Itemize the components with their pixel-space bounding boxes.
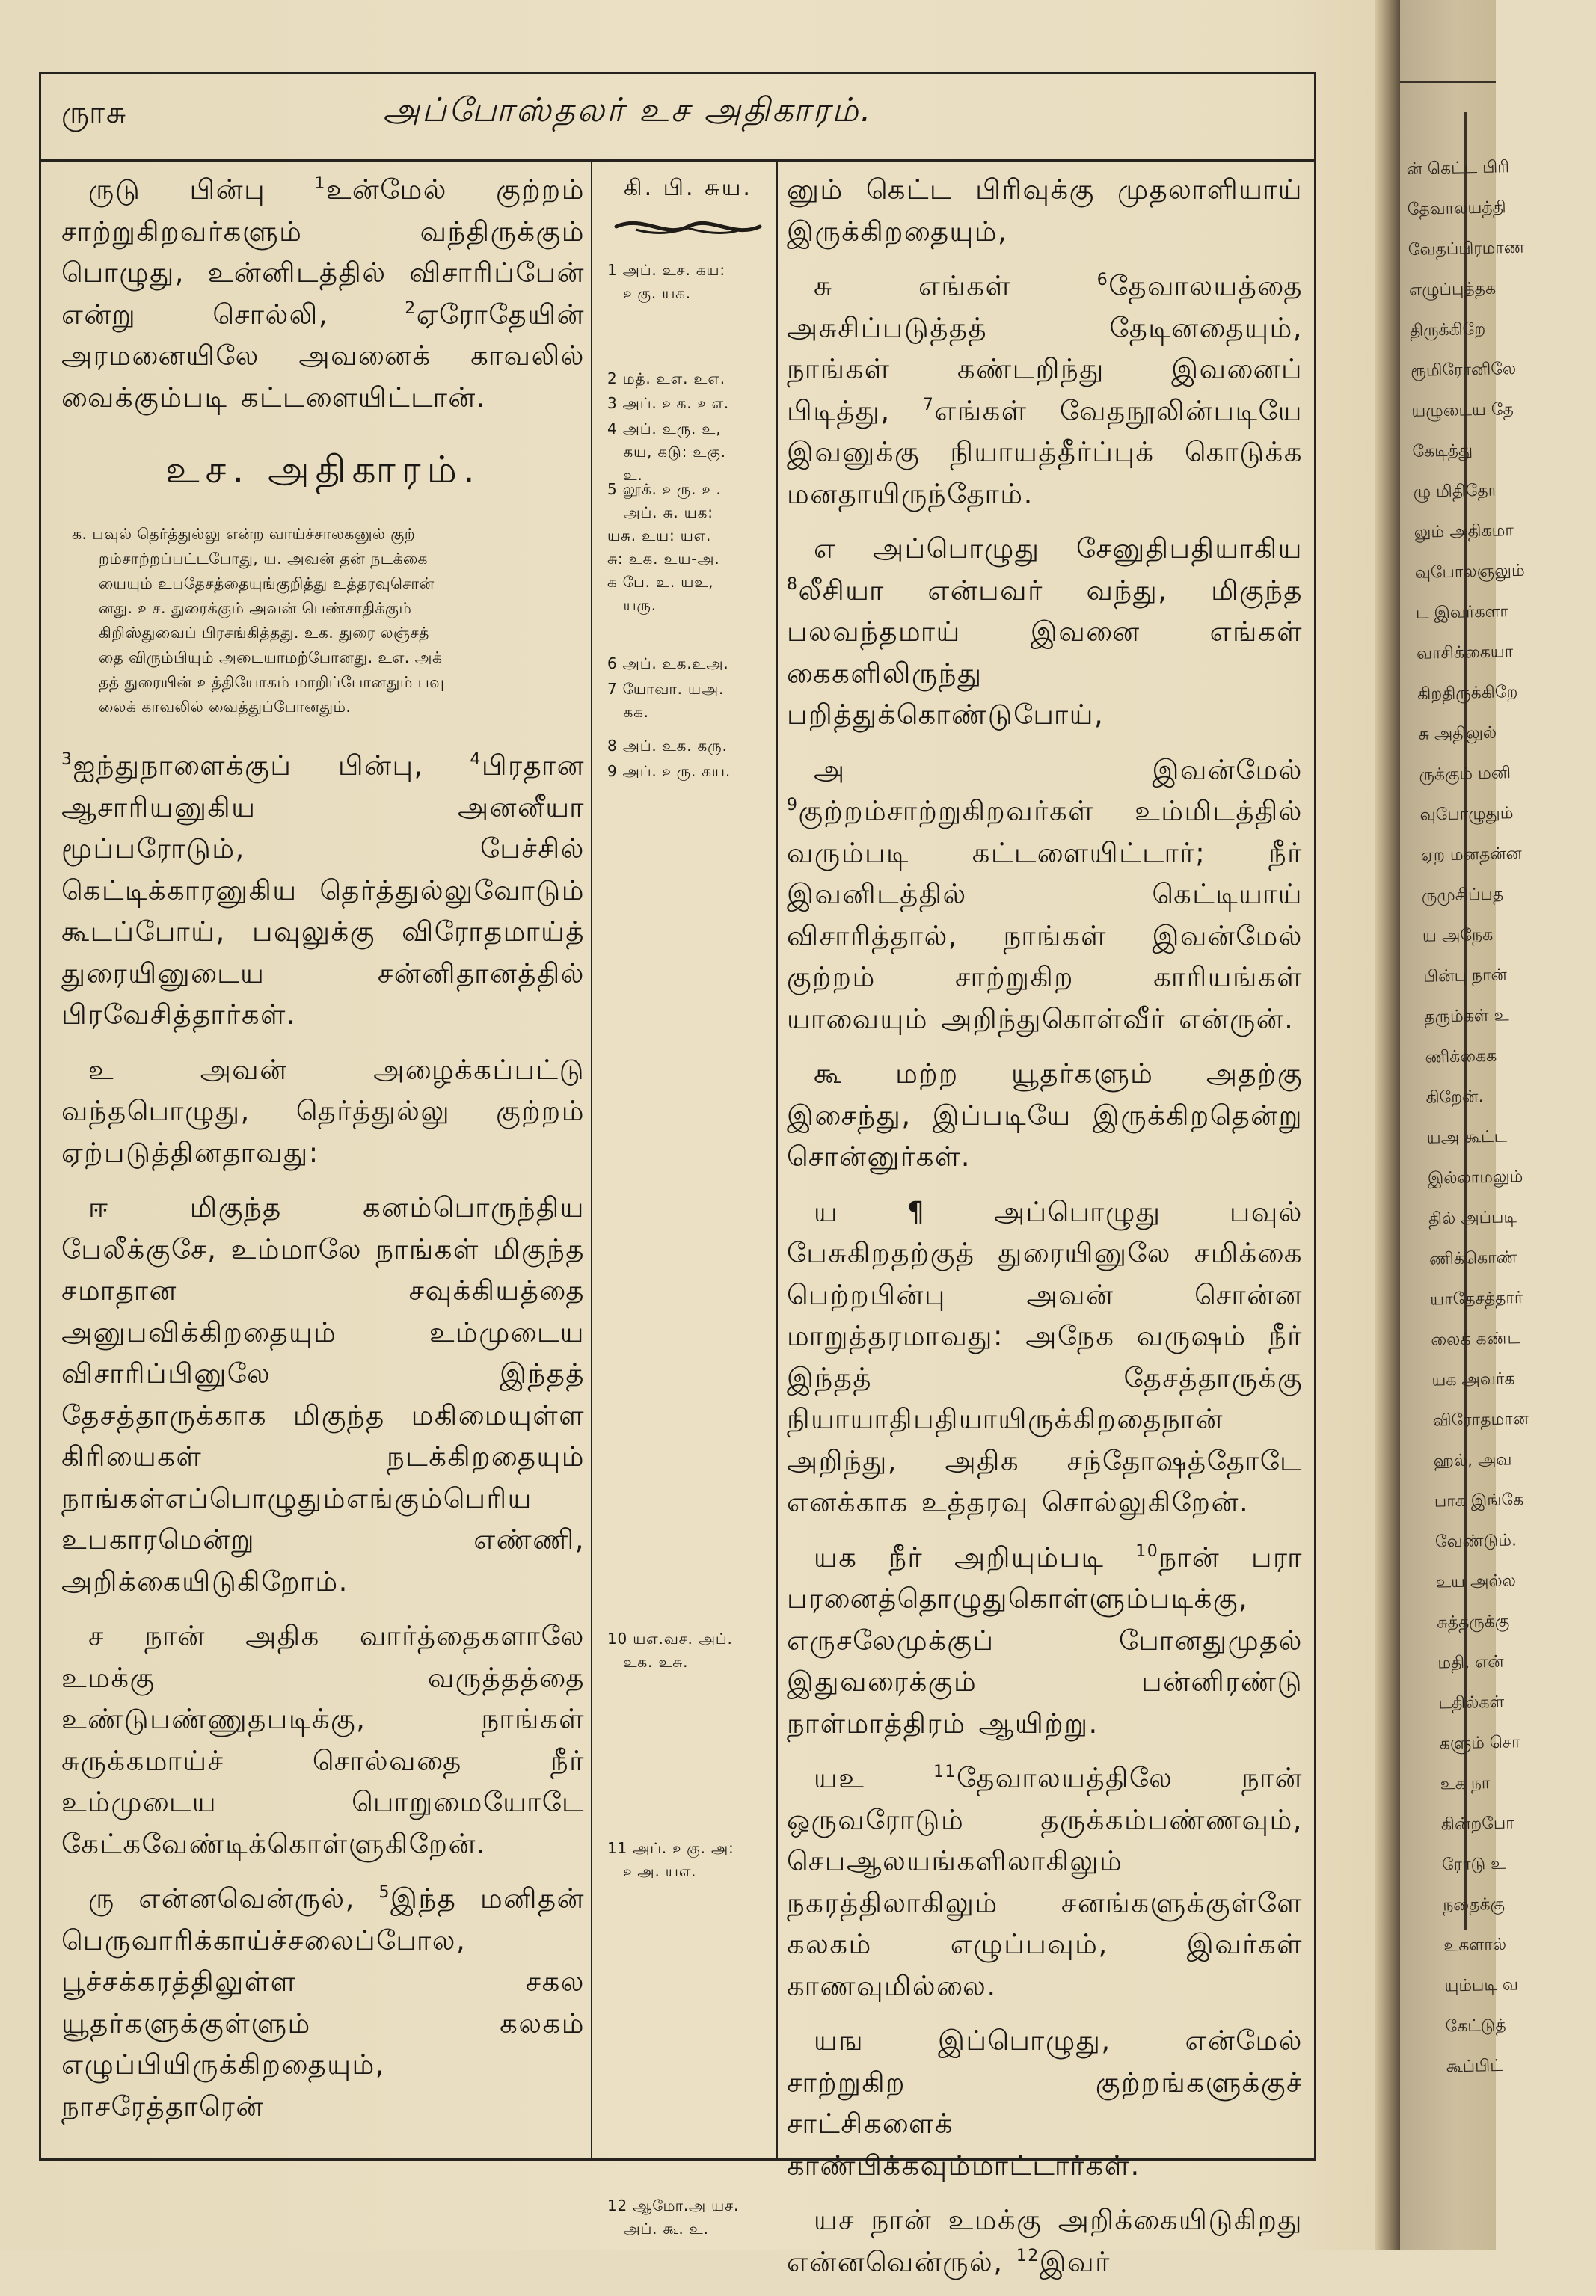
verse-text: தேவாலயத்தை அசுசிப்படுத்தத் தேடினதையும், நாங்கள் கண்டறிந்து இவனைப் பிடித்து,	[787, 270, 1303, 427]
facing-page-line: நதைக்கு	[1442, 1894, 1506, 1915]
facing-page-line: வேண்டும்.	[1434, 1531, 1517, 1552]
facing-page-line: தில் அப்படி	[1428, 1208, 1517, 1229]
facing-page-line: ருமுசிப்பத	[1421, 885, 1504, 906]
running-title: அப்போஸ்தலர் உச அதிகாரம்.	[383, 91, 874, 129]
verse-reference-marker: 5	[378, 1883, 391, 1902]
verse-text: ச நான் அதிக வார்த்தைகளாலே உமக்கு வருத்தத்தை உண்டுபண்ணுதபடிக்கு, நாங்கள் சுருக்கமாய்ச் சொல்வதை நீர் உம்முடைய பொறுமையோடே கேட்கவேண்டிக்கொள்ளுகிறேன்.	[61, 1620, 585, 1860]
facing-page-line: ன் கெட்ட பிரி	[1406, 158, 1510, 179]
facing-page-line: வாசிக்கையா	[1416, 642, 1514, 663]
cross-reference: 6 அப். உக.உஅ.	[607, 654, 729, 672]
column-rule-left	[591, 162, 592, 2158]
facing-page-line: வேதப்பிரமாண	[1408, 238, 1526, 260]
facing-page-line: கிறதிருக்கிறே	[1417, 683, 1518, 704]
facing-page-line: ருக்கும் மனி	[1419, 764, 1511, 785]
verse-reference-marker: 10	[1135, 1541, 1159, 1561]
facing-page-header-rule	[1400, 81, 1496, 83]
verse-paragraph	[787, 2200, 1303, 2283]
verse-reference-marker: 7	[922, 395, 935, 414]
facing-page-line: ரோடு உ	[1441, 1854, 1506, 1875]
left-paragraphs	[61, 745, 585, 2127]
verse-paragraph	[787, 265, 1303, 515]
verse-text: ய ¶ அப்பொழுது பவுல் பேசுகிறதற்குத் துரையினுலே சமிக்கை பெற்றபின்பு அவன் சொன்ன மாறுத்தரமாவது: அநேக வருஷம் நீர் இந்தத் தேசத்தாருக்கு நியாயாதிபதியாயிருக்கிறதைநான் அறிந்து, அதிக சந்தோஷத்தோடே எனக்காக உத்தரவு சொல்லுகிறேன்.	[787, 1195, 1303, 1518]
verse-reference-marker: 3	[61, 750, 73, 769]
facing-page-line: தேவாலயத்தி	[1407, 198, 1506, 219]
references-heading: கி. பி. சுய.	[624, 175, 752, 201]
facing-page-line: உகளால்	[1443, 1935, 1507, 1956]
verse-paragraph	[61, 1615, 585, 1864]
top-rule	[39, 72, 1316, 74]
verse-text: அ இவன்மேல்	[814, 753, 1303, 786]
facing-page-line: ஏற மனதன்ன	[1420, 844, 1523, 865]
verse-paragraph	[787, 2020, 1303, 2186]
facing-page-line: திருக்கிறே	[1409, 319, 1486, 340]
right-paragraphs	[787, 169, 1303, 2283]
verse-text: யங இப்பொழுது, என்மேல் சாற்றுகிற குற்றங்களுக்குச் சாட்சிகளைக் காண்பிக்கவும்மாட்டார்கள்.	[787, 2025, 1303, 2182]
verse-text: உ அவன் அழைக்கப்பட்டு வந்தபொழுது, தெர்த்துல்லு குற்றம் ஏற்படுத்தினதாவது:	[61, 1053, 585, 1169]
verse-paragraph	[787, 1053, 1303, 1178]
verse-reference-marker: 2	[405, 298, 417, 318]
facing-page-line: யும்படி வ	[1444, 1975, 1519, 1996]
facing-page-line: யஅ கூட்ட	[1426, 1127, 1508, 1148]
flourish-ornament	[613, 210, 763, 243]
summary-line: க. பவுல் தெர்த்துல்லு என்ற வாய்ச்சாலகனுல் குற்	[72, 525, 416, 543]
facing-page-line: ணிக்கொண்	[1428, 1248, 1517, 1269]
facing-page-line: லும் அதிகமா	[1414, 521, 1514, 542]
facing-page-line: டதில்கள்	[1438, 1692, 1505, 1713]
verse-text: ஐந்துநாளைக்குப் பின்பு,	[73, 749, 470, 782]
verse-paragraph	[787, 1758, 1303, 2007]
verse-text: சு எங்கள்	[814, 270, 1097, 302]
verse-text: ருடு பின்பு	[88, 174, 315, 206]
verse-text: எங்கள் வேதநூலின்படியே இவனுக்கு நியாயத்தீர்ப்புக் கொடுக்க மனதாயிருந்தோம்.	[787, 394, 1304, 510]
page-number: ருாசு	[61, 96, 128, 130]
facing-page-line: ரூமிரோனிலே	[1410, 359, 1517, 381]
verse-text: னும் கெட்ட பிரிவுக்கு முதலாளியாய் இருக்கிறதையும்,	[787, 174, 1303, 248]
verse-text: யஉ	[814, 1762, 933, 1794]
facing-page-line: உய அல்ல	[1435, 1571, 1517, 1592]
verse-text: இவர்	[1039, 2245, 1111, 2278]
facing-page-line: கேடித்து	[1412, 441, 1473, 461]
facing-page-line: ழு மிதிதோ	[1413, 481, 1497, 502]
chapter-heading: உச. அதிகாரம்.	[165, 448, 481, 491]
verse-paragraph	[61, 1049, 585, 1174]
verse-reference-marker: 8	[787, 574, 799, 594]
facing-page-line: உக நா	[1440, 1774, 1491, 1794]
intro-paragraph	[61, 169, 585, 418]
cross-reference: 7 யோவா. யஅ. கக.	[607, 680, 725, 721]
verse-text: ஈ மிகுந்த கனம்பொருந்திய பேலீக்குசே, உம்மாலே நாங்கள் மிகுந்த சமாதான சவுக்கியத்தை அனுபவிக்கிறதையும் உம்முடைய விசாரிப்பினுலே இந்தத் தேசத்தாருக்காக மிகுந்த மகிமையுள்ள கிரியைகள் நடக்கிறதையும் நாங்கள்எப்பொழுதும்எங்கும்பெரிய உபகாரமென்று எண்ணி, அறிக்கையிடுகிறோம்.	[61, 1191, 585, 1597]
summary-line: யையும் உபதேசத்தையுங்குறித்து உத்தரவுசொன்	[99, 574, 435, 592]
verse-text: நான் பரா பரனைத்தொழுதுகொள்ளும்படிக்கு, எருசலேமுக்குப் போனதுமுதல் இதுவரைக்கும் பன்னிரண்டு நாள்மாத்திரம் ஆயிற்று.	[787, 1541, 1303, 1740]
cross-reference: 10 யஎ.வச. அப். உக. உசு.	[607, 1630, 733, 1671]
facing-page-line: லைக் கண்ட	[1431, 1329, 1521, 1350]
verse-text: பிரதான ஆசாரியனுகிய அனனீயா மூப்பரோடும், பேச்சில் கெட்டிக்காரனுகிய தெர்த்துல்லுவோடும் கூடப்போய், பவுலுக்கு விரோதமாய்த் துரையினுடைய சன்னிதானத்தில் பிரவேசித்தார்கள்.	[61, 749, 585, 1031]
cross-reference: 1 அப். உச. கய: உகு. யக.	[607, 261, 725, 302]
verse-text: எ அப்பொழுது சேனுதிபதியாகிய	[814, 532, 1303, 565]
cross-reference-column	[601, 169, 775, 2238]
column-rule-right	[776, 162, 778, 2158]
facing-page-line: கேட்டுத்	[1445, 2016, 1506, 2036]
printed-page	[39, 72, 1316, 2278]
right-rule	[1314, 72, 1316, 2161]
verse-paragraph	[787, 169, 1303, 252]
cross-reference: 11 அப். உகு. அ: உஅ. யஎ.	[607, 1839, 734, 1880]
verse-paragraph	[787, 528, 1303, 736]
facing-page-line: ணிக்கைக	[1425, 1046, 1497, 1067]
verse-text: குற்றம்சாற்றுகிறவர்கள் உம்மிடத்தில் வரும்படி கட்டளையிட்டார்; நீர் இவனிடத்தில் கெட்டியாய் விசாரித்தால், நாங்கள் இவன்மேல் குற்றம் சாற்றுகிற காரியங்கள் யாவையும் அறிந்துகொள்வீர் என்ருன்.	[787, 795, 1303, 1035]
facing-page-line: சுத்தருக்கு	[1437, 1612, 1510, 1633]
verse-reference-marker: 12	[1016, 2246, 1040, 2265]
left-rule	[39, 72, 41, 2161]
facing-page-line: யக அவர்க	[1431, 1369, 1515, 1390]
summary-line: தத் துரையின் உத்தியோகம் மாறிப்போனதும் பவு	[99, 673, 445, 691]
facing-page-line: கூப்பிட்	[1446, 2056, 1503, 2077]
facing-page-line: யாதேசத்தார்	[1429, 1289, 1523, 1310]
verse-reference-marker: 11	[933, 1763, 957, 1781]
verse-paragraph	[787, 1537, 1303, 1745]
book-gutter	[1375, 0, 1400, 2250]
summary-line: றம்சாற்றப்பட்டபோது, ய. அவன் தன் நடக்கை	[99, 550, 428, 568]
facing-page-line: எழுப்புத்தக	[1408, 279, 1497, 300]
facing-page-line: ட இவர்களா	[1415, 602, 1509, 623]
cross-reference: 8 அப். உக. கரு.	[607, 737, 728, 755]
cross-reference: 12 ஆமோ.அ யச. அப். கூ. உ.	[607, 2197, 740, 2238]
verse-text: ரு என்னவென்ருல்,	[88, 1882, 379, 1915]
cross-reference: 2 மத். உஎ. உஎ.	[607, 369, 725, 387]
cross-reference: 4 அப். உரு. உ, கய, கடு: உகு. உ.	[607, 420, 726, 484]
facing-page-line: ய அநேக	[1422, 925, 1494, 946]
facing-page-line: கின்றபோ	[1440, 1814, 1514, 1835]
verse-paragraph	[61, 1878, 585, 2127]
verse-reference-marker: 1	[314, 174, 326, 193]
verse-paragraph	[787, 1191, 1303, 1523]
verse-text: இந்த மனிதன் பெருவாரிக்காய்ச்சலைப்போல, பூச்சக்கரத்திலுள்ள சகல யூதர்களுக்குள்ளும் கலகம் எழுப்பியிருக்கிறதையும், நாசரேத்தாரென்	[61, 1882, 586, 2122]
verse-reference-marker: 6	[1096, 271, 1109, 289]
verse-text: யச நான் உமக்கு அறிக்கையிடுகிறது என்னவென்ருல்,	[787, 2204, 1303, 2278]
header-rule	[39, 159, 1316, 162]
facing-page-line: வுபோலஞலும்	[1414, 561, 1525, 583]
facing-page-line: ஹல், அவ	[1433, 1450, 1512, 1471]
facing-page-line: பாக இங்கே	[1434, 1491, 1524, 1511]
facing-page-line: களும் சொ	[1439, 1733, 1520, 1754]
facing-page-line: விரோதமான	[1432, 1409, 1529, 1431]
facing-page-line: தரும்கள் உ	[1424, 1006, 1509, 1027]
verse-text: உன்மேல் குற்றம் சாற்றுகிறவர்களும் வந்திருக்கும் பொழுது, உன்னிடத்தில் விசாரிப்பேன் என்று சொல்லி,	[61, 174, 585, 331]
verse-text: யக நீர் அறியும்படி	[814, 1541, 1136, 1574]
chapter-summary	[61, 522, 585, 719]
verse-text: கூ மற்ற யூதர்களும் அதற்கு இசைந்து, இப்படியே இருக்கிறதென்று சொன்னுர்கள்.	[787, 1058, 1303, 1173]
facing-page-line: வுபோழுதும்	[1419, 804, 1514, 825]
summary-line: தை விரும்பியும் அடையாமற்போனது. உஎ. அக்	[99, 648, 443, 666]
verse-reference-marker: 4	[470, 750, 482, 769]
facing-page-edge	[1400, 0, 1529, 2250]
facing-page-line: இல்லாமலும்	[1427, 1167, 1523, 1188]
facing-page-line: சு அதிலுல்	[1418, 723, 1497, 744]
cross-reference: 3 அப். உக. உஎ.	[607, 394, 730, 412]
facing-page-line: யழுடைய தே	[1411, 400, 1514, 421]
verse-paragraph	[787, 749, 1303, 1040]
facing-page-text	[1406, 147, 1596, 2088]
summary-line: னது. உச. துரைக்கும் அவன் பெண்சாதிக்கும்	[99, 599, 412, 617]
summary-line: லைக் காவலில் வைத்துப்போனதும்.	[99, 698, 352, 716]
verse-paragraph	[61, 745, 585, 1036]
summary-line: கிறிஸ்துவைப் பிரசங்கித்தது. உக. துரை லஞ்சத்	[99, 624, 429, 642]
verse-reference-marker: 9	[787, 796, 799, 814]
verse-text: ஏரோதேயின் அரமனையிலே அவனைக் காவலில் வைக்கும்படி கட்டளையிட்டான்.	[61, 298, 585, 414]
left-text-column	[61, 169, 585, 2140]
facing-page-line: பின்பு நான்	[1422, 966, 1508, 986]
verse-paragraph	[61, 1187, 585, 1602]
right-text-column	[787, 169, 1303, 2296]
cross-reference: 9 அப். உரு. கய.	[607, 762, 731, 780]
facing-page-line: கிறேன்.	[1425, 1087, 1484, 1108]
cross-reference: 5 லூக். உரு. உ. அப். சு. யக: யசு. உய: யஎ. சு: உக. உய-அ. க பே. உ. யஉ, யரு.	[607, 480, 722, 614]
facing-page-line: மதி, என்	[1437, 1652, 1504, 1673]
verse-text: லீசியா என்பவர் வந்து, மிகுந்த பலவந்தமாய் இவனை எங்கள் கைகளிலிருந்து பறித்துக்கொண்டுபோய்,	[787, 574, 1303, 731]
verse-text: தேவாலயத்திலே நான் ஒருவரோடும் தருக்கம்பண்ணவும், செபஆலயங்களிலாகிலும் நகரத்திலாகிலும் சனங்களுக்குள்ளே கலகம் எழுப்பவும், இவர்கள் காணவுமில்லை.	[787, 1762, 1303, 2002]
